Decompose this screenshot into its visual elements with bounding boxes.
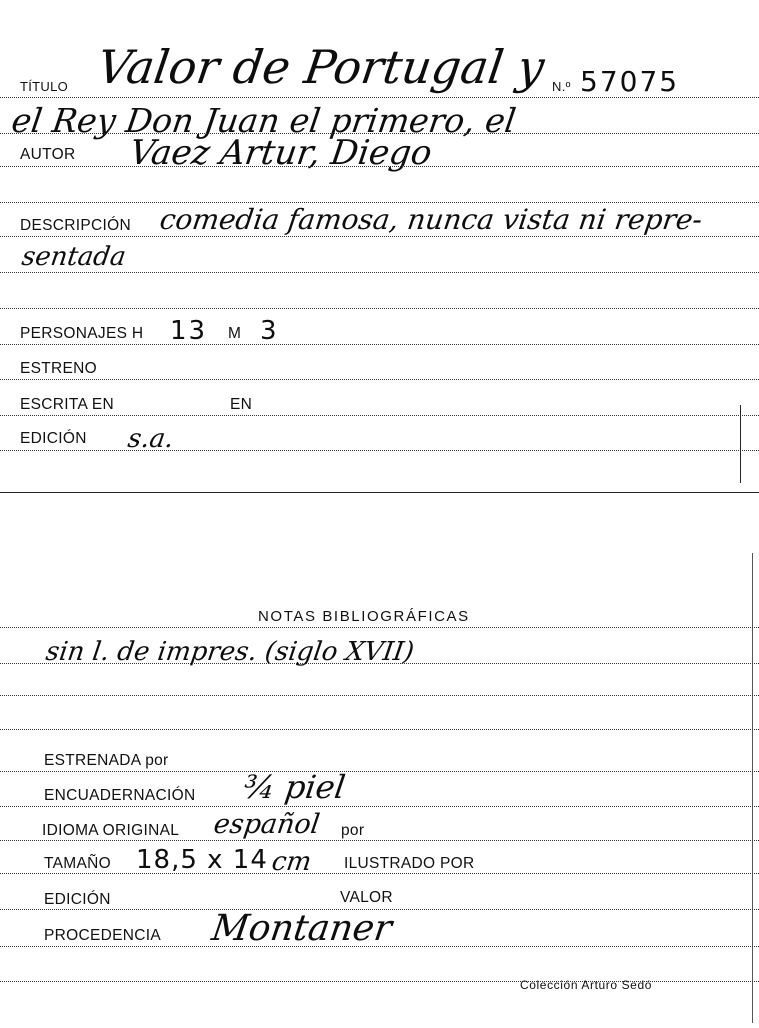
estrenada-label: ESTRENADA por (44, 752, 169, 769)
catalog-card-back (0, 545, 759, 1028)
ruled-line (0, 344, 759, 345)
edicion-label: EDICIÓN (20, 430, 87, 447)
ruled-line (0, 236, 759, 237)
ruled-line (0, 663, 759, 664)
tamano-value: 18,5 x 14 (136, 845, 268, 875)
ruled-line (0, 946, 759, 947)
personajes-h-value: 13 (170, 316, 208, 346)
ruled-line (0, 450, 759, 451)
titulo-line2: el Rey Don Juan el primero, el (9, 101, 519, 140)
personajes-m-value: 3 (260, 316, 279, 346)
ruled-line (0, 840, 759, 841)
ruled-line (0, 415, 759, 416)
idioma-value: español (211, 809, 322, 840)
ruled-line (0, 166, 759, 167)
en-label: EN (230, 396, 253, 413)
ruled-line (0, 806, 759, 807)
tamano-unit: cm (269, 847, 314, 877)
ruled-line (0, 272, 759, 273)
numero-label: N.º (552, 79, 571, 94)
idioma-label: IDIOMA ORIGINAL (42, 822, 180, 839)
titulo-line1: Valor de Portugal y (94, 40, 548, 94)
titulo-label: TÍTULO (20, 79, 69, 94)
personajes-m-label: M (228, 325, 242, 342)
personajes-h-label: PERSONAJES H (20, 325, 144, 342)
ruled-line (0, 695, 759, 696)
notas-value: sin l. de impres. (siglo XVII) (43, 637, 416, 667)
encuadernacion-value: ¾ piel (241, 768, 348, 806)
ruled-line (0, 873, 759, 874)
encuadernacion-label: ENCUADERNACIÓN (44, 787, 196, 804)
descripcion-label: DESCRIPCIÓN (20, 217, 131, 234)
idioma-por-label: por (341, 822, 365, 839)
edicion-back-label: EDICIÓN (44, 891, 111, 908)
ruled-line (0, 379, 759, 380)
catalog-card-front (0, 0, 759, 493)
escrita-en-label: ESCRITA EN (20, 396, 115, 413)
descripcion-line1: comedia famosa, nunca vista ni repre- (157, 203, 705, 236)
autor-label: AUTOR (20, 146, 76, 163)
coleccion-footer: Colección Arturo Sedó (520, 978, 653, 992)
ruled-line (0, 97, 759, 98)
card-right-edge (740, 405, 741, 483)
tamano-label: TAMAÑO (44, 855, 111, 872)
estreno-label: ESTRENO (20, 360, 98, 377)
ilustrado-label: ILUSTRADO POR (344, 855, 475, 872)
ruled-line (0, 729, 759, 730)
procedencia-value: Montaner (209, 908, 395, 949)
procedencia-label: PROCEDENCIA (44, 927, 161, 944)
ruled-line (0, 627, 759, 628)
valor-label: VALOR (340, 889, 393, 906)
ruled-line (0, 308, 759, 309)
notas-heading: NOTAS BIBLIOGRÁFICAS (258, 608, 470, 625)
ruled-line (0, 771, 759, 772)
edicion-value: s.a. (125, 424, 176, 454)
card-right-edge (752, 553, 753, 1023)
descripcion-line2: sentada (19, 242, 128, 272)
numero-value: 57075 (580, 65, 680, 98)
autor-value: Vaez Artur, Diego (127, 133, 435, 173)
